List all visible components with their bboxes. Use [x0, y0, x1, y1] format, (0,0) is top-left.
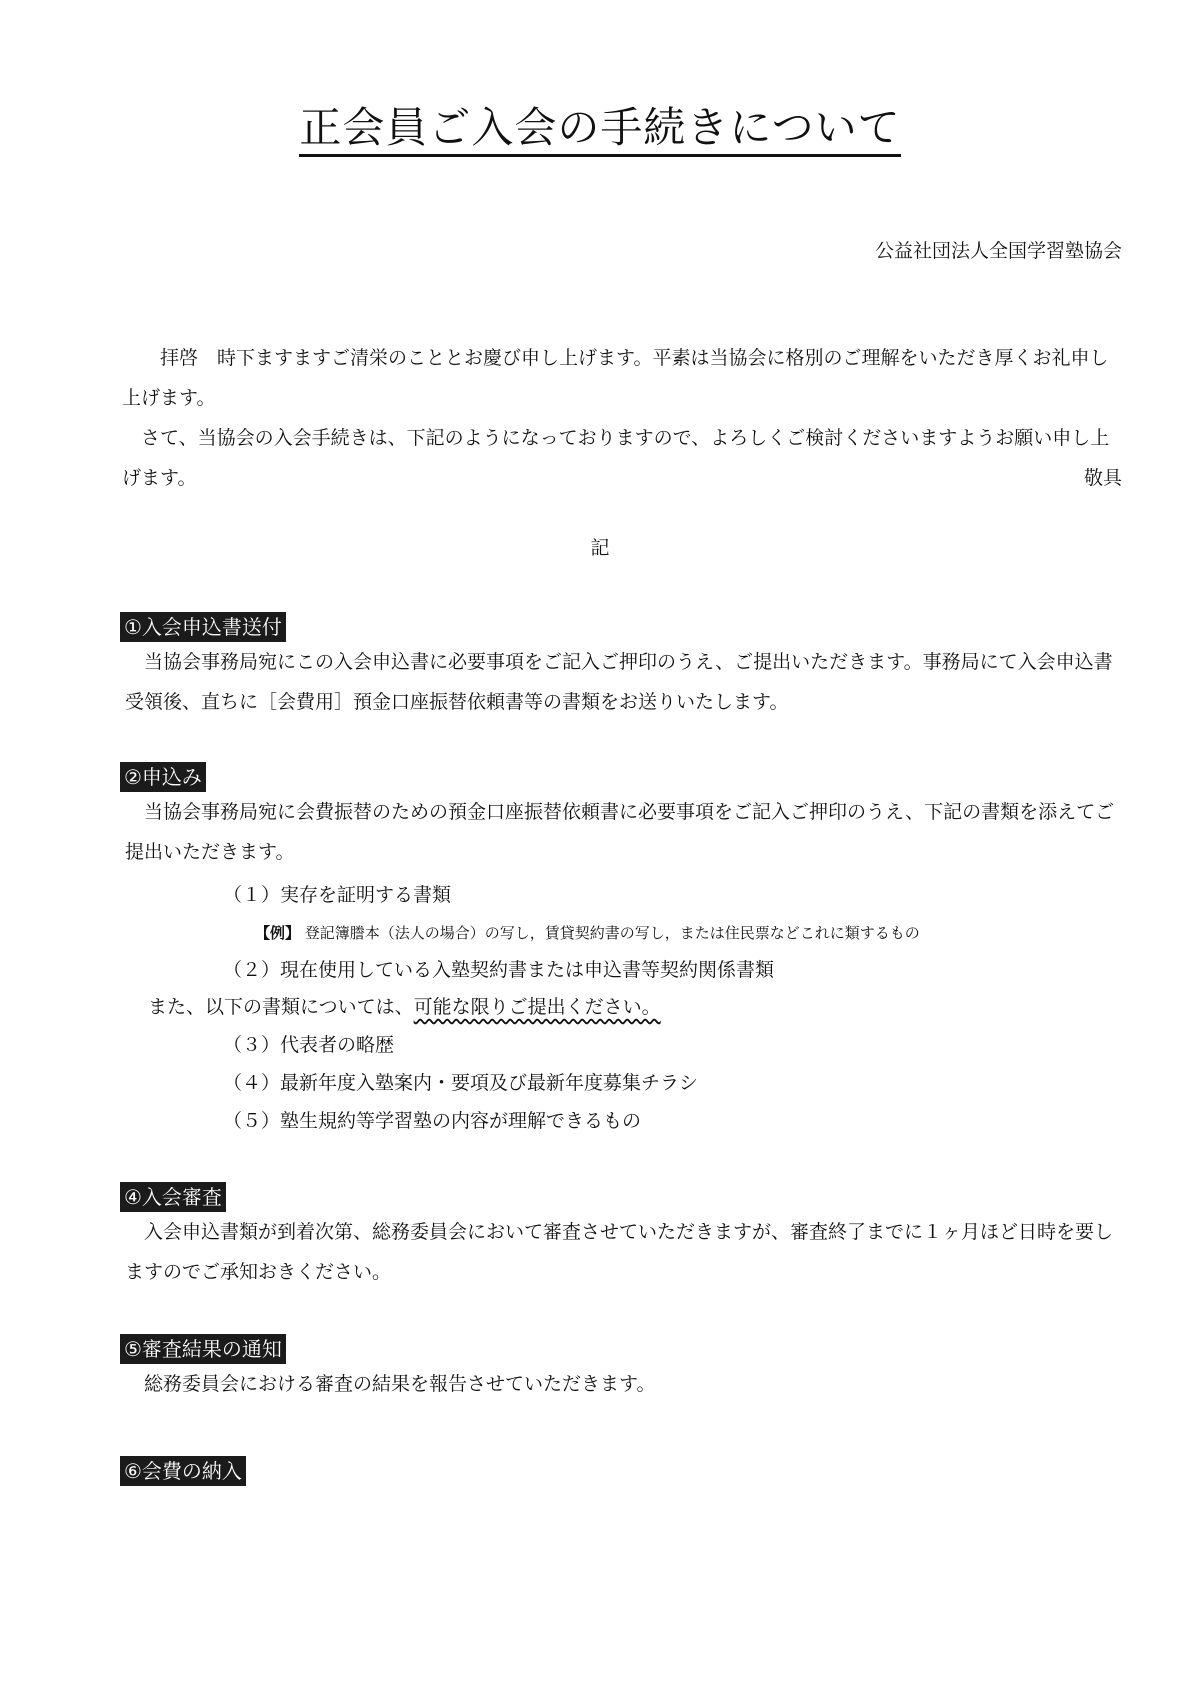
optional-doc-3: （３）代表者の略歴 — [223, 1034, 395, 1056]
optional-docs-prefix: また、以下の書類については、 — [148, 996, 414, 1018]
ki-heading: 記 — [590, 537, 610, 559]
organization-name: 公益社団法人全国学習塾協会 — [874, 240, 1122, 262]
optional-docs-note — [148, 992, 661, 1019]
optional-docs-emphasis: 可能な限りご提出ください。 — [413, 996, 661, 1018]
section-4-body: 入会申込書類が到着次第、総務委員会において審査させていただきますが、審査終了までに１ヶ月ほど日時を要しますのでご承知おきください。 — [125, 1221, 1114, 1283]
greeting-paragraph-1: 拝啓 時下ますますご清栄のこととお慶び申し上げます。平素は当協会に格別のご理解をいただき厚くお礼申し上げます。 — [122, 347, 1109, 409]
section-6-heading: ⑥会費の納入 — [120, 1456, 246, 1486]
section-2-heading: ②申込み — [120, 762, 206, 792]
example-label: 【例】 — [255, 924, 301, 942]
section-2-body: 当協会事務局宛に会費振替のための預金口座振替依頼書に必要事項をご記入ご押印のうえ、下記の書類を添えてご提出いただきます。 — [125, 801, 1115, 863]
optional-doc-4: （４）最新年度入塾案内・要項及び最新年度募集チラシ — [223, 1072, 699, 1094]
section-4-heading: ④入会審査 — [120, 1182, 226, 1212]
section-1-body: 当協会事務局宛にこの入会申込書に必要事項をご記入ご押印のうえ、ご提出いただきます。事務局にて入会申込書受領後、直ちに［会費用］預金口座振替依頼書等の書類をお送りいたします。 — [125, 651, 1113, 713]
required-doc-2: （２）現在使用している入塾契約書または申込書等契約関係書類 — [223, 959, 775, 981]
section-1-heading: ①入会申込書送付 — [120, 612, 286, 642]
document-title-text: 正会員ご入会の手続きについて — [299, 103, 900, 157]
optional-doc-5: （５）塾生規約等学習塾の内容が理解できるもの — [223, 1110, 642, 1132]
example-text: 登記簿謄本（法人の場合）の写し，賃貸契約書の写し，または住民票などこれに類するもの — [304, 924, 920, 942]
greeting-paragraph-2: さて、当協会の入会手続きは、下記のようになっておりますので、よろしくご検討くださいますようお願い申し上げます。 — [122, 427, 1110, 489]
closing-keigu: 敬具 — [1083, 467, 1122, 489]
required-doc-example — [255, 922, 920, 943]
section-5-heading: ⑤審査結果の通知 — [120, 1334, 286, 1364]
document-title — [0, 95, 1200, 155]
section-5-body: 総務委員会における審査の結果を報告させていただきます。 — [144, 1373, 656, 1395]
required-doc-1: （１）実存を証明する書類 — [223, 884, 452, 906]
